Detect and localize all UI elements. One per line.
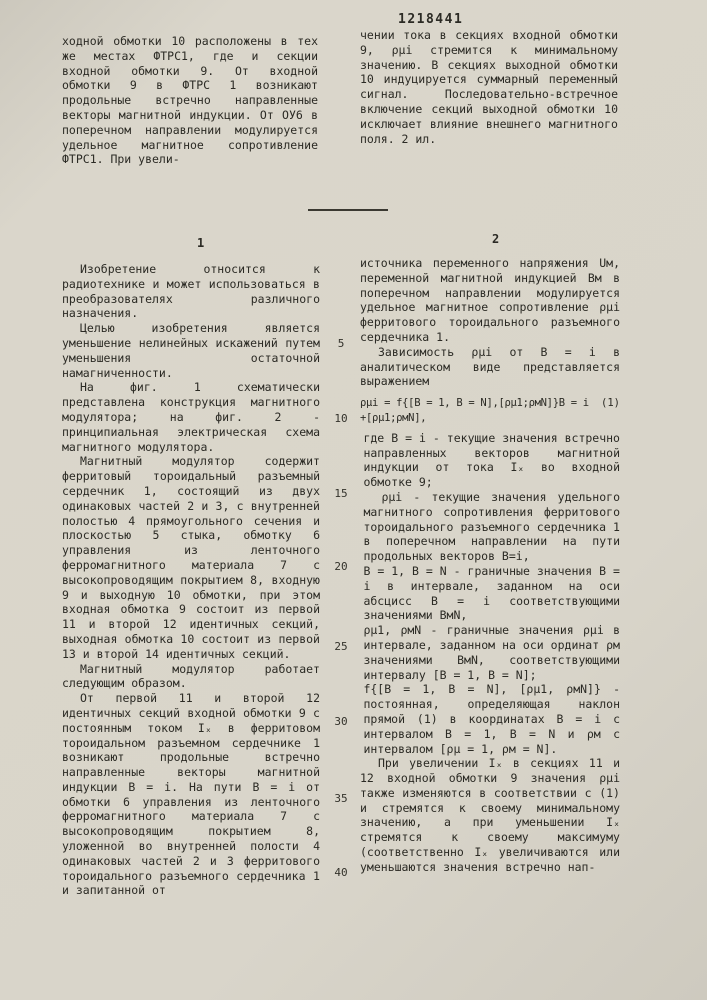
paragraph: На фиг. 1 схематически представлена конструкция магнитного модулятора; на фиг. 2 - принципиальная электрическая схема магнитного модулятора. [62, 380, 320, 454]
paragraph: Магнитный модулятор работает следующим образом. [62, 661, 320, 691]
paragraph: При увеличении Iₓ в секциях 11 и 12 входной обмотки 9 значения ρμi также изменяются в соответствии с (1) и стремятся к своему минимальному значению, а при уменьшении Iₓ стремятся к своему максимуму (соответственно Iₓ увеличиваются или уменьшаются значения встречно нап- [360, 756, 620, 874]
definition-item: B = 1, B = N - граничные значения B = i в интервале, заданном на оси абсцисс B = i соответствующими значениями BмN, [363, 563, 620, 623]
line-number: 40 [334, 866, 348, 879]
line-number: 20 [334, 560, 348, 573]
paragraph: Магнитный модулятор содержит ферритовый тороидальный разъемный сердечник 1, состоящий из двух одинаковых частей 2 и 3, с внутренней полостью 4 прямоугольного сечения и плоскостью 5 стыка, обмотку 6 управления из ленточного ферромагнитного материала 7 с высокопроводящим покрытием 8, входную 9 и выходную 10 обмотки, при этом входная обмотка 9 состоит из первой 11 и второй 12 идентичных секций, выходная обмотка 10 состоит из первой 13 и второй 14 идентичных секций. [62, 454, 320, 661]
paragraph: источника переменного напряжения Uм, переменной магнитной индукцией Bм в поперечном направлении модулируется удельное магнитное сопротивление ρμi ферритового тороидального разъемного сердечника 1. [360, 256, 620, 344]
abstract-left-column [62, 34, 318, 167]
body-left-column [62, 262, 320, 898]
definition-item: f{[B = 1, B = N], [ρμ1, ρмN]} - постоянная, определяющая наклон прямой (1) в координатах B = i с интервалом B = 1, B = N и ρм с интервалом [ρμ = 1, ρм = N]. [363, 682, 620, 756]
patent-number: 1218441 [398, 12, 464, 27]
line-number: 10 [334, 412, 348, 425]
line-number: 35 [334, 792, 348, 805]
section-divider [308, 209, 388, 211]
definition-item: где B = i - текущие значения встречно направленных векторов магнитной индукции от тока Iₓ во входной обмотке 9; [363, 430, 620, 490]
abstract-right-column [360, 28, 618, 146]
column-number-left: 1 [197, 236, 205, 250]
paragraph: Целью изобретения является уменьшение нелинейных искажений путем уменьшения остаточной намагниченности. [62, 321, 320, 380]
line-number: 30 [334, 715, 348, 728]
formula-text: ρμi = f{[B = 1, B = N],[ρμ1;ρмN]}B = i +[ρμ1;ρмN], [360, 397, 589, 424]
abstract-text-right: чении тока в секциях входной обмотки 9, ρμi стремится к минимальному значению. В секциях выходной обмотки 10 индуцируется суммарный переменный сигнал. Последовательно-встречное включение секций выходной обмотки 10 исключает влияние внешнего магнитного поля. 2 ил. [360, 28, 618, 146]
line-number: 25 [334, 640, 348, 653]
line-number: 5 [337, 337, 345, 350]
formula-number: (1) [601, 397, 620, 410]
definition-item: ρμi - текущие значения удельного магнитного сопротивления ферритового тороидального разъемного сердечника 1 в поперечном направлении на пути продольных векторов B=i, [363, 489, 620, 564]
formula-block [360, 396, 620, 426]
column-number-right: 2 [492, 232, 500, 246]
paragraph: Зависимость ρμi от B = i в аналитическом виде представляется выражением [360, 344, 620, 389]
paragraph: От первой 11 и второй 12 идентичных секций входной обмотки 9 с постоянным током Iₓ в ферритовом тороидальном разъемном сердечнике 1 возникают продольные встречно направленные векторы магнитной индукции B = i. На пути B = i от обмотки 6 управления из ленточного ферромагнитного материала 7 с высокопроводящим покрытием 8, уложенной во внутренней полости 4 одинаковых частей 2 и 3 ферритового тороидального разъемного сердечника 1 и запитанной от [62, 691, 320, 898]
abstract-text-left: ходной обмотки 10 расположены в тех же местах ФТРС1, где и секции входной обмотки 9. От входной обмотки 9 в ФТРС 1 возникают продольные встречно направленные векторы магнитной индукции. От ОУ6 в поперечном направлении модулируется удельное магнитное сопротивление ФТРС1. При увели- [62, 34, 318, 167]
paragraph: Изобретение относится к радиотехнике и может использоваться в преобразователях различного назначения. [62, 262, 320, 321]
body-right-column [360, 256, 620, 875]
line-number: 15 [334, 487, 348, 500]
definition-item: ρμ1, ρмN - граничные значения ρμi в интервале, заданном на оси ординат ρм значениями BмN, соответствующими интервалу [B = 1, B = N]; [363, 623, 620, 682]
